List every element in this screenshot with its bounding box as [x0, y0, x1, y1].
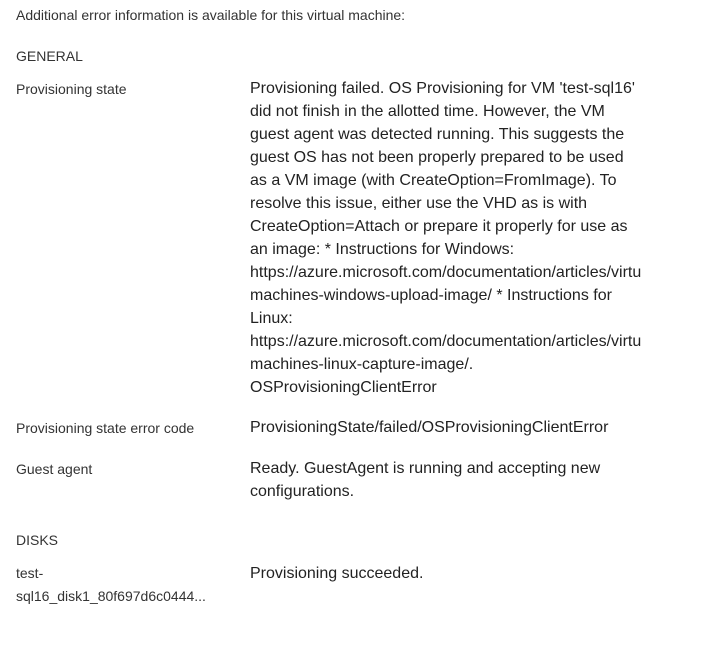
- provisioning-state-line: machines-windows-upload-image/ * Instructions for: [250, 287, 612, 304]
- provisioning-state-line: an image: * Instructions for Windows:: [250, 241, 515, 258]
- provisioning-state-line: guest agent was detected running. This suggests the: [250, 126, 625, 143]
- error-code-label: Provisioning state error code: [16, 420, 195, 436]
- provisioning-state-line: OSProvisioningClientError: [250, 379, 437, 396]
- disk-name-line: test-: [16, 565, 44, 581]
- disk-name-label: [16, 562, 236, 608]
- provisioning-state-line: machines-linux-capture-image/.: [250, 356, 474, 373]
- intro-text: Additional error information is available for this virtual machine:: [16, 7, 406, 23]
- disk-status-value: [250, 562, 682, 585]
- error-code-value: [250, 416, 682, 439]
- section-title-disks: DISKS: [16, 532, 59, 548]
- provisioning-state-line: guest OS has not been properly prepared to be used: [250, 149, 624, 166]
- provisioning-state-line: resolve this issue, either use the VHD as is with: [250, 195, 588, 212]
- provisioning-state-line: CreateOption=Attach or prepare it properly for use as: [250, 218, 628, 235]
- provisioning-state-link-linux: https://azure.microsoft.com/documentation/articles/virtu: [250, 333, 642, 350]
- guest-agent-line: Ready. GuestAgent is running and accepting new: [250, 460, 601, 477]
- guest-agent-label: Guest agent: [16, 461, 93, 477]
- disk-status-text: Provisioning succeeded.: [250, 565, 424, 582]
- provisioning-state-line: Provisioning failed. OS Provisioning for VM 'test-sql16': [250, 80, 635, 97]
- provisioning-state-link-windows: https://azure.microsoft.com/documentation/articles/virtu: [250, 264, 642, 281]
- provisioning-state-label: Provisioning state: [16, 81, 127, 97]
- disk-name-line: sql16_disk1_80f697d6c0444...: [16, 588, 206, 604]
- provisioning-state-line: as a VM image (with CreateOption=FromImage). To: [250, 172, 617, 189]
- provisioning-state-line: Linux:: [250, 310, 293, 327]
- guest-agent-value: [250, 457, 682, 503]
- guest-agent-line: configurations.: [250, 483, 355, 500]
- error-code-text: ProvisioningState/failed/OSProvisioningClientError: [250, 419, 609, 436]
- provisioning-state-line: did not finish in the allotted time. However, the VM: [250, 103, 605, 120]
- section-title-general: GENERAL: [16, 48, 83, 64]
- provisioning-state-value: [250, 77, 682, 399]
